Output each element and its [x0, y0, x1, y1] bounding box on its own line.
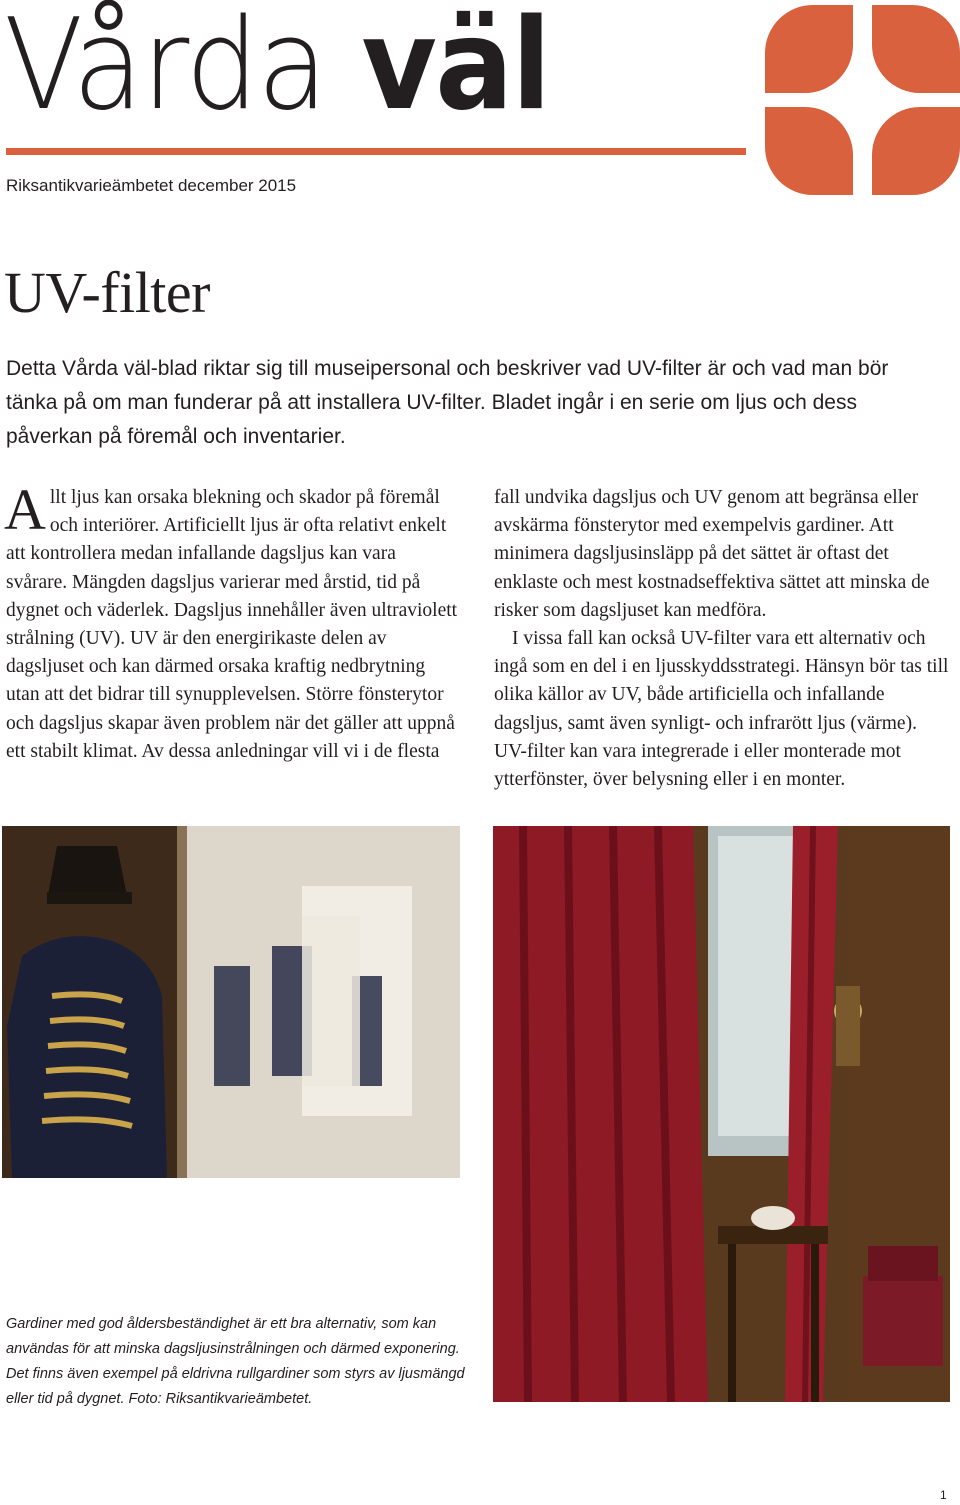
- logo-leaf-bottom-left: [765, 107, 853, 195]
- article-title: UV-filter: [4, 260, 210, 325]
- body-text-left: llt ljus kan orsaka blekning och skador på föremål och interiörer. Artificiellt ljus är ofta relativt enkelt att kontrollera medan infallande dagsljus kan vara svårare. Mängden dagsljus varierar med årstid, tid på dygnet och väderlek. Dagsljus innehåller även ultraviolett strålning (UV). UV är den energirikaste delen av dagsljuset och kan därmed orsaka kraftig nedbrytning utan att det bidrar till synupplevelsen. Större fönsterytor och dagsljus skapar även problem när det gäller att uppnå ett stabilt klimat. Av dessa anledningar vill vi i de flesta: [6, 487, 458, 762]
- accent-rule: [6, 148, 746, 155]
- photo-caption: Gardiner med god åldersbeständighet är ett bra alternativ, som kan användas för att minska dagsljusinstrålningen och därmed exponering. Det finns även exempel på eldrivna rullgardiner som styrs av ljusmängd eller tid på dygnet. Foto: Riksantikvarieämbetet.: [6, 1316, 465, 1407]
- logo-leaf-top-left: [765, 5, 853, 93]
- masthead-part1: Vårda: [4, 0, 327, 138]
- photo-curtains-illustration: [493, 826, 950, 1402]
- logo-leaf-bottom-right: [872, 107, 960, 195]
- body-column-left: [4, 477, 461, 766]
- body-paragraph-1: fall undvika dagsljus och UV genom att begränsa eller avskärma fönsterytor med exempelvis gardiner. Att minimera dagsljusinsläpp på det sättet är oftast det enklaste och mest kostnadseffektiva sättet att minska de risker som dagsljuset kan medföra.: [494, 487, 930, 621]
- logo-leaf-top-right: [872, 5, 960, 93]
- photo-uniform-illustration: [2, 826, 460, 1178]
- page-number: 1: [940, 1488, 947, 1502]
- drop-cap: A: [4, 477, 46, 542]
- publisher-line: Riksantikvarieämbetet december 2015: [6, 176, 297, 195]
- ingress-text: Detta Vårda väl-blad riktar sig till museipersonal och beskriver vad UV-filter är och vad man bör tänka på om man funderar på att installera UV-filter. Bladet ingår i en serie om ljus och dess påverkan på föremål och inventarier.: [6, 357, 889, 448]
- four-leaf-logo: [765, 5, 960, 195]
- body-column-right: [494, 484, 954, 794]
- masthead-part2: väl: [361, 0, 550, 138]
- photo-uniform-display: [2, 826, 460, 1178]
- body-paragraph-2: I vissa fall kan också UV-filter vara ett alternativ och ingå som en del i en ljusskyddsstrategi. Hänsyn bör tas till olika källor av UV, både artificiella och infallande dagsljus, samt även synligt- och infrarött ljus (värme). UV-filter kan vara integrerade i eller monterade mot ytterfönster, över belysning eller i en monter.: [494, 628, 949, 791]
- masthead-title: [4, 0, 550, 138]
- photo-red-curtains: [493, 826, 950, 1402]
